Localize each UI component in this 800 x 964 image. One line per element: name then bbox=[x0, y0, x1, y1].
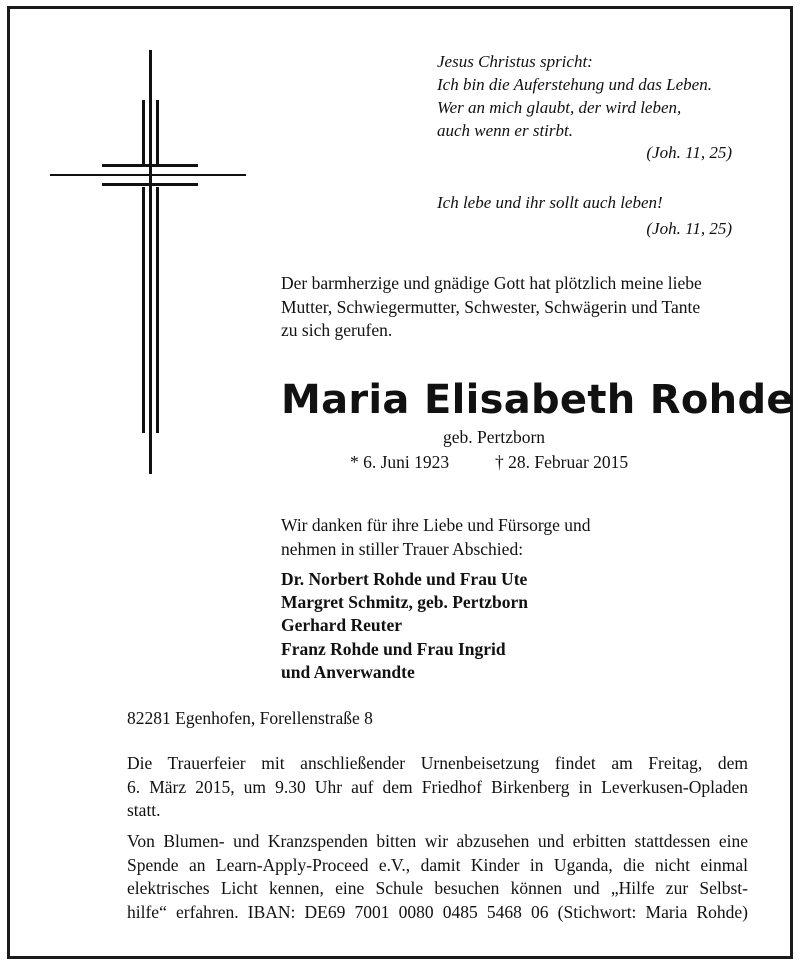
quote-line: Jesus Christus spricht: bbox=[437, 52, 593, 71]
mourner: Franz Rohde und Frau Ingrid bbox=[281, 638, 506, 659]
quote-reference: (Joh. 11, 25) bbox=[646, 219, 732, 238]
quote-reference: (Joh. 11, 25) bbox=[646, 143, 732, 162]
cross-icon bbox=[50, 50, 246, 476]
funeral-line: 6. März 2015, um 9.30 Uhr auf dem Friedhof Birkenberg in Leverkusen-Opladen bbox=[127, 776, 748, 797]
thanks-line: nehmen in stiller Trauer Abschied: bbox=[281, 538, 524, 559]
quote-line: Ich lebe und ihr sollt auch leben! bbox=[437, 193, 663, 212]
intro-line: Der barmherzige und gnädige Gott hat plötzlich meine liebe bbox=[281, 273, 702, 293]
funeral-line: Die Trauerfeier mit anschließender Urnenbeisetzung findet am Freitag, dem bbox=[127, 753, 748, 773]
mourners-list bbox=[281, 568, 528, 684]
mourner: Margret Schmitz, geb. Pertzborn bbox=[281, 592, 529, 613]
quote-line: auch wenn er stirbt. bbox=[437, 121, 573, 140]
birth-name: geb. Pertzborn bbox=[443, 427, 546, 447]
deceased-name: Maria Elisabeth Rohde bbox=[281, 377, 794, 423]
quote-line: Wer an mich glaubt, der wird leben, bbox=[437, 98, 682, 117]
intro-line: zu sich gerufen. bbox=[281, 320, 393, 340]
death-date: † 28. Februar 2015 bbox=[495, 452, 629, 472]
bible-quote bbox=[437, 50, 737, 142]
second-quote bbox=[437, 191, 737, 214]
mourner: und Anverwandte bbox=[281, 661, 415, 682]
funeral-line: statt. bbox=[127, 800, 161, 820]
birth-date: * 6. Juni 1923 bbox=[350, 452, 450, 472]
thanks-line: Wir danken für ihre Liebe und Fürsorge und bbox=[281, 515, 591, 535]
donation-line: Spende an Learn-Apply-Proceed e.V., damit Kinder in Uganda, die nicht einmal bbox=[127, 854, 748, 875]
intro-line: Mutter, Schwiegermutter, Schwester, Schwägerin und Tante bbox=[281, 296, 701, 317]
thanks-text bbox=[281, 514, 591, 561]
mourner: Gerhard Reuter bbox=[281, 615, 403, 636]
donation-line: hilfe“ erfahren. IBAN: DE69 7001 0080 0485 5468 06 (Stichwort: Maria Rohde) bbox=[127, 901, 748, 922]
donation-info bbox=[127, 830, 748, 924]
donation-line: elektrisches Licht kennen, eine Schule besuchen können und „Hilfe zur Selbst- bbox=[127, 878, 748, 898]
address: 82281 Egenhofen, Forellenstraße 8 bbox=[127, 708, 373, 728]
quote-line: Ich bin die Auferstehung und das Leben. bbox=[437, 75, 712, 94]
intro-text bbox=[281, 272, 741, 343]
mourner: Dr. Norbert Rohde und Frau Ute bbox=[281, 569, 528, 589]
funeral-info bbox=[127, 752, 748, 823]
donation-line: Von Blumen- und Kranzspenden bitten wir abzusehen und erbitten stattdessen eine bbox=[127, 831, 748, 851]
